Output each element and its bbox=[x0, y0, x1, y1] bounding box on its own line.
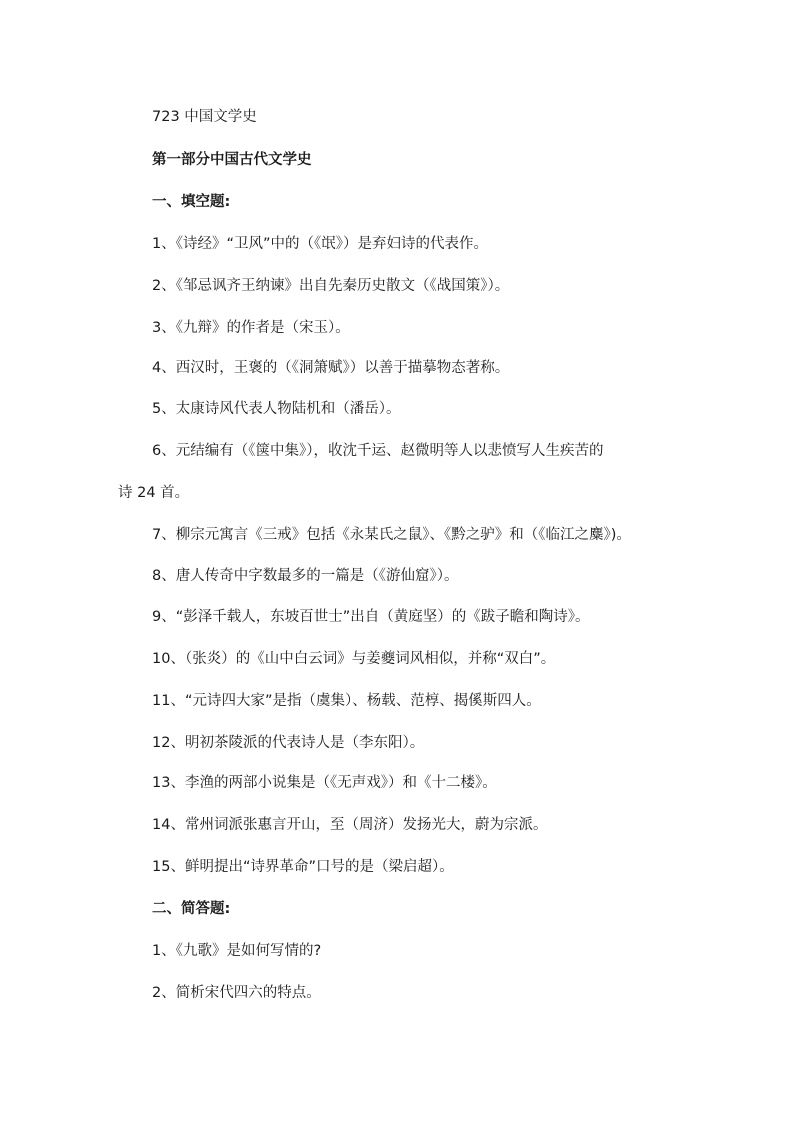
course-title: 723 中国文学史 bbox=[152, 109, 257, 125]
section-heading-fill-in: 一、填空题: bbox=[152, 194, 231, 210]
short-answer-item-1: 1、《九歌》是如何写情的? bbox=[152, 943, 322, 959]
fill-in-item-6: 6、元结编有（《箧中集》），收沈千运、赵微明等人以悲愤写人生疾苦的 bbox=[152, 443, 604, 459]
fill-in-item-14: 14、常州词派张惠言开山，至（周济）发扬光大，蔚为宗派。 bbox=[152, 817, 548, 833]
fill-in-item-2: 2、《邹忌讽齐王纳谏》出自先秦历史散文（《战国策》）。 bbox=[152, 278, 510, 294]
fill-in-item-3: 3、《九辩》的作者是（宋玉）。 bbox=[152, 320, 350, 336]
fill-in-item-10: 10、（张炎）的《山中白云词》与姜夔词风相似，并称“双白”。 bbox=[152, 651, 556, 667]
fill-in-item-1: 1、《诗经》“卫风”中的（《氓》）是弃妇诗的代表作。 bbox=[152, 236, 488, 252]
fill-in-item-5: 5、太康诗风代表人物陆机和（潘岳）。 bbox=[152, 401, 401, 417]
fill-in-item-9: 9、“彭泽千载人，东坡百世士”出自（黄庭坚）的《跋子瞻和陶诗》。 bbox=[152, 609, 590, 625]
fill-in-item-7: 7、柳宗元寓言《三戒》包括《永某氏之鼠》、《黔之驴》和（《临江之麋》)。 bbox=[152, 527, 631, 543]
part-title: 第一部分中国古代文学史 bbox=[152, 152, 312, 168]
fill-in-item-12: 12、明初茶陵派的代表诗人是（李东阳）。 bbox=[152, 735, 425, 751]
fill-in-item-8: 8、唐人传奇中字数最多的一篇是（《游仙窟》）。 bbox=[152, 568, 459, 584]
fill-in-item-13: 13、李渔的两部小说集是（《无声戏》）和《十二楼》。 bbox=[152, 775, 497, 791]
short-answer-item-2: 2、简析宋代四六的特点。 bbox=[152, 985, 321, 1001]
fill-in-item-6-continued: 诗 24 首。 bbox=[118, 485, 190, 501]
fill-in-item-15: 15、鲜明提出“诗界革命”口号的是（梁启超）。 bbox=[152, 859, 454, 875]
fill-in-item-11: 11、“元诗四大家”是指（虞集）、杨载、范椁、揭傒斯四人。 bbox=[152, 693, 541, 709]
section-heading-short-answer: 二、简答题: bbox=[152, 901, 231, 917]
fill-in-item-4: 4、西汉时，王褒的（《洞箫赋》）以善于描摹物态著称。 bbox=[152, 360, 510, 376]
